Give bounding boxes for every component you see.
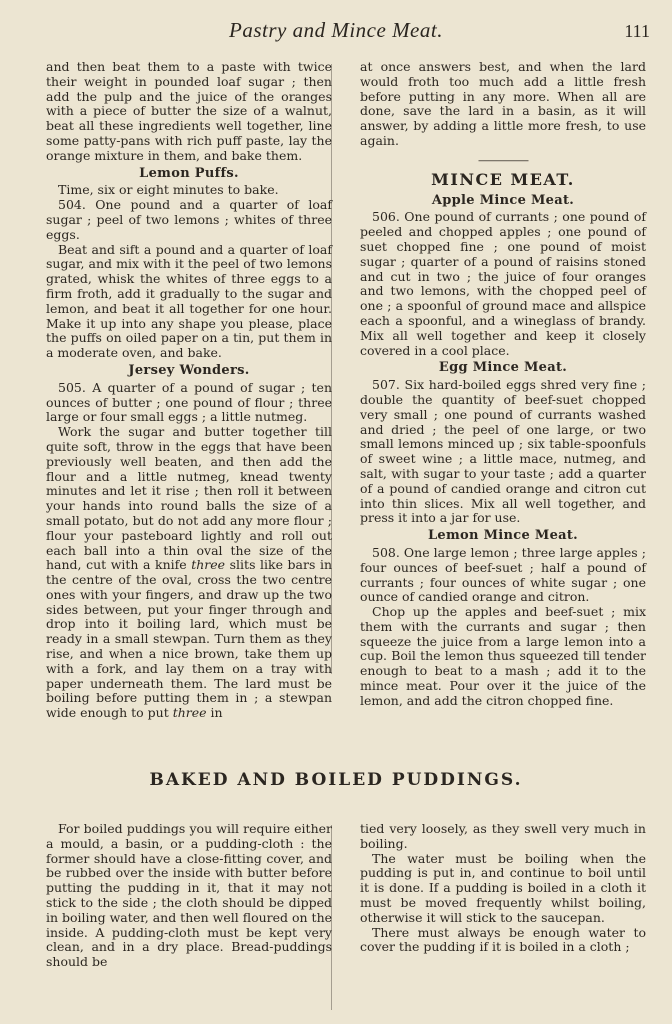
recipe-ingredients-505: 505. A quarter of a pound of sugar ; ten ounces of butter ; one pound of flour ; three large or four small eggs ; a little nutmeg. bbox=[46, 379, 332, 425]
recipe-title-lemon-mince: Lemon Mince Meat. bbox=[427, 528, 579, 544]
recipe-title-egg-mince: Egg Mince Meat. bbox=[438, 360, 568, 376]
recipe-time: Time, six or eight minutes to bake. bbox=[58, 182, 279, 198]
recipe-title-lemon-puffs: Lemon Puffs. bbox=[139, 165, 239, 181]
chapter-heading-mince-meat: MINCE MEAT. bbox=[431, 169, 575, 189]
recipe-508-method: Chop up the apples and beef-suet ; mix them with the currants and sugar ; then squeeze the juice from a large lemon into a cup. Boil the lemon thus squeezed till tender enough to beat to a mash ; add it to the mince meat. Pour over it the juice of the lemon, and add the citron chopped fine. bbox=[360, 604, 646, 708]
recipe-title-jersey-wonders: Jersey Wonders. bbox=[128, 362, 250, 378]
page-title: Pastry and Mince Meat. bbox=[229, 18, 443, 42]
recipe-method-505: Work the sugar and butter together till quite soft, throw in the eggs that have been previously well beaten, and then add the flour and a little nutmeg, knead twenty minutes and let it rise ; then roll it between your hands into round balls the size of a small potato, but do not add any more flour ; flour your pasteboard lightly and roll out each ball into a thin oval the size of the hand, cut with a knife three slits like bars in the centre of the oval, cross the two centre ones with your fingers, and draw up the two sides between, put your finger through and drop into it boiling lard, which must be ready in a small stewpan. Turn them as they rise, and when a nice brown, take them up with a fork, and lay them on a tray with paper underneath them. The lard must be boiling before putting them in ; a stewpan wide enough to put three in bbox=[46, 424, 333, 721]
chapter-heading-puddings: BAKED AND BOILED PUDDINGS. bbox=[149, 770, 523, 790]
right-column bbox=[360, 60, 646, 760]
puddings-paragraph-4: There must always be enough water to cover the pudding if it is boiled in a cloth ; bbox=[360, 924, 646, 955]
continued-paragraph: and then beat them to a paste with twice their weight in pounded loaf sugar ; then add the pulp and the juice of the oranges with a piece of butter the size of a walnut, beat all these ingredients well together, line some patty-pans with rich puff paste, lay the orange mixture in them, and bake them. bbox=[46, 59, 332, 163]
recipe-508-ingredients: 508. One large lemon ; three large apples ; four ounces of beef-suet ; half a pound of currants ; four ounces of white sugar ; one ounce of candied orange and citron. bbox=[360, 544, 646, 605]
continued-paragraph-right: at once answers best, and when the lard would froth too much add a little fresh before putting in any more. When all are done, save the lard in a basin, as it will answer, by adding a little more fresh, to use again. bbox=[360, 59, 646, 148]
page-number: 111 bbox=[624, 21, 650, 41]
recipe-method-504: Beat and sift a pound and a quarter of loaf sugar, and mix with it the peel of two lemons grated, whisk the whites of three eggs to a firm froth, add it gradually to the sugar and lemon, and beat it all together for one hour. Make it up into any shape you please, place the puffs on oiled paper on a tin, put them in a moderate oven, and bake. bbox=[46, 241, 332, 361]
left-column bbox=[46, 60, 332, 760]
lower-left-column bbox=[46, 822, 332, 970]
lower-columns bbox=[46, 822, 646, 970]
lower-right-column bbox=[360, 822, 646, 970]
puddings-paragraph-2: tied very loosely, as they swell very much in boiling. bbox=[360, 821, 646, 851]
running-head bbox=[0, 18, 672, 44]
puddings-paragraph-1: For boiled puddings you will require either a mould, a basin, or a pudding-cloth : the former should have a close-fitting cover, and be rubbed over the inside with butter before putting the pudding in it, that it may not stick to the side ; the cloth should be dipped in boiling water, and then well floured on the inside. A pudding-cloth must be kept very clean, and in a dry place. Bread-puddings should be bbox=[46, 821, 333, 970]
upper-columns bbox=[46, 60, 646, 760]
recipe-506: 506. One pound of currants ; one pound of peeled and chopped apples ; one pound of suet chopped fine ; one pound of moist sugar ; quarter of a pound of raisins stoned and cut in two ; the juice of four oranges and two lemons, with the chopped peel of one ; a spoonful of ground mace and allspice each a spoonful, and a wineglass of brandy. Mix all well together and keep it closely covered in a cool place. bbox=[360, 209, 646, 358]
recipe-507: 507. Six hard-boiled eggs shred very fine ; double the quantity of beef-suet chopped very small ; one pound of currants washed and dried ; the peel of one large, or two small lemons minced up ; six table-spoonfuls of sweet wine ; a little mace, nutmeg, and salt, with sugar to your taste ; add a quarter of a pound of candied orange and citron cut into thin slices. Mix all well together, and press it into a jar for use. bbox=[360, 377, 646, 526]
recipe-title-apple-mince: Apple Mince Meat. bbox=[431, 192, 575, 208]
puddings-paragraph-3: The water must be boiling when the pudding is put in, and continue to boil until it is done. If a pudding is boiled in a cloth it must be moved frequently whilst boiling, otherwise it will stick to the saucepan. bbox=[360, 850, 646, 925]
ornament-divider: ————— bbox=[478, 153, 528, 167]
recipe-ingredients-504: 504. One pound and a quarter of loaf sugar ; peel of two lemons ; whites of three eggs. bbox=[46, 197, 332, 242]
